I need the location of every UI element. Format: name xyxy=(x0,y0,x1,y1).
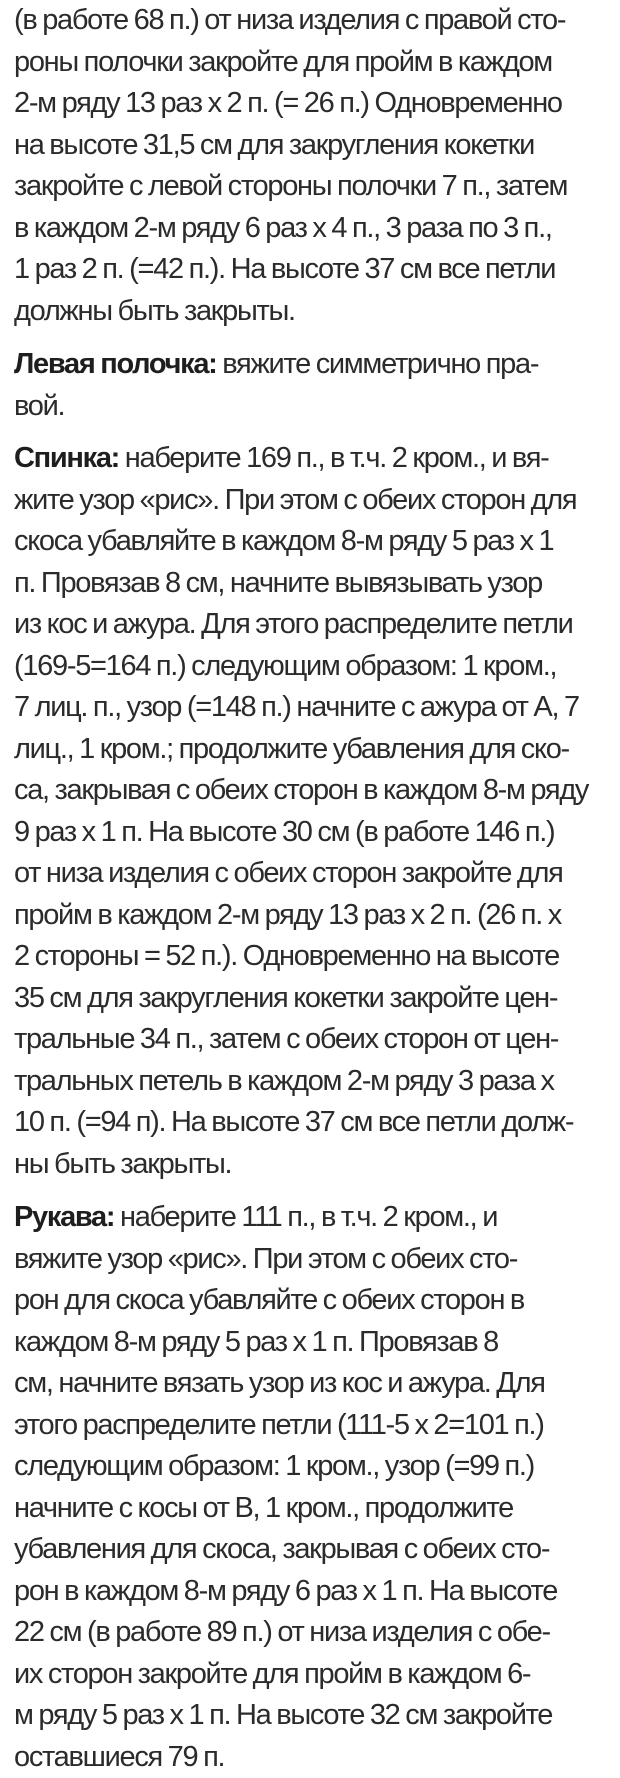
text-line: вой. xyxy=(14,386,610,428)
paragraph-gap xyxy=(14,427,610,438)
text-line: каждом 8-м ряду 5 раз x 1 п. Провязав 8 xyxy=(14,1322,610,1364)
text-line: м ряду 5 раз x 1 п. На высоте 32 см закройте xyxy=(14,1695,610,1737)
text-line: тральные 34 п., затем с обеих сторон от цен- xyxy=(14,1019,610,1061)
text-span: вяжите симметрично пра- xyxy=(217,348,539,380)
text-line xyxy=(14,1197,610,1239)
text-line: закройте с левой стороны полочки 7 п., затем xyxy=(14,166,610,208)
text-line xyxy=(14,344,610,386)
text-line: скоса убавляйте в каждом 8-м ряду 5 раз x 1 xyxy=(14,521,610,563)
text-line: убавления для скоса, закрывая с обеих сто- xyxy=(14,1529,610,1571)
text-line: из кос и ажура. Для этого распределите петли xyxy=(14,604,610,646)
text-line: вяжите узор «рис». При этом с обеих сто- xyxy=(14,1239,610,1281)
paragraph-gap xyxy=(14,1185,610,1197)
text-line: рон для скоса убавляйте с обеих сторон в xyxy=(14,1280,610,1322)
text-line: са, закрывая с обеих сторон в каждом 8-м ряду xyxy=(14,770,610,812)
text-line: рон в каждом 8-м ряду 6 раз x 1 п. На высоте xyxy=(14,1571,610,1613)
text-line: должны быть закрыты. xyxy=(14,291,610,333)
text-line: 35 см для закругления кокетки закройте цен- xyxy=(14,978,610,1020)
text-line: от низа изделия с обеих сторон закройте для xyxy=(14,853,610,895)
text-span: наберите 111 п., в т.ч. 2 кром., и xyxy=(114,1201,497,1233)
paragraph-left-front xyxy=(14,344,610,427)
section-heading-sleeves: Рукава: xyxy=(14,1201,114,1233)
text-line: этого распределите петли (111-5 x 2=101 п.) xyxy=(14,1405,610,1447)
text-line: оставшиеся 79 п. xyxy=(14,1737,610,1778)
text-line: 10 п. (=94 п). На высоте 37 см все петли долж- xyxy=(14,1102,610,1144)
text-line: их сторон закройте для пройм в каждом 6- xyxy=(14,1654,610,1696)
paragraph-right-front-continuation xyxy=(14,0,610,332)
text-line xyxy=(14,438,610,480)
text-line: 9 раз x 1 п. На высоте 30 см (в работе 146 п.) xyxy=(14,812,610,854)
paragraph-sleeves xyxy=(14,1197,610,1778)
text-line: см, начните вязать узор из кос и ажура. Для xyxy=(14,1363,610,1405)
paragraph-back xyxy=(14,438,610,1185)
text-line: лиц., 1 кром.; продолжите убавления для ско- xyxy=(14,729,610,771)
text-line: 1 раз 2 п. (=42 п.). На высоте 37 см все петли xyxy=(14,249,610,291)
text-line: роны полочки закройте для пройм в каждом xyxy=(14,42,610,84)
text-line: пройм в каждом 2-м ряду 13 раз x 2 п. (26 п. x xyxy=(14,895,610,937)
text-line: начните с косы от В, 1 кром., продолжите xyxy=(14,1488,610,1530)
text-line: 2-м ряду 13 раз x 2 п. (= 26 п.) Одновременно xyxy=(14,83,610,125)
paragraph-gap xyxy=(14,332,610,344)
section-heading-left-front: Левая полочка: xyxy=(14,348,217,380)
text-line: в каждом 2-м ряду 6 раз x 4 п., 3 раза по 3 п., xyxy=(14,208,610,250)
text-line: 2 стороны = 52 п.). Одновременно на высоте xyxy=(14,936,610,978)
text-line: 22 см (в работе 89 п.) от низа изделия с обе- xyxy=(14,1612,610,1654)
text-line: (169-5=164 п.) следующим образом: 1 кром., xyxy=(14,646,610,688)
text-line: п. Провязав 8 см, начните вывязывать узор xyxy=(14,563,610,605)
text-line: тральных петель в каждом 2-м ряду 3 раза x xyxy=(14,1061,610,1103)
text-line: жите узор «рис». При этом с обеих сторон для xyxy=(14,480,610,522)
text-span: наберите 169 п., в т.ч. 2 кром., и вя- xyxy=(119,442,548,474)
text-line: на высоте 31,5 см для закругления кокетки xyxy=(14,125,610,167)
section-heading-back: Спинка: xyxy=(14,442,119,474)
text-line: 7 лиц. п., узор (=148 п.) начните с ажура от А, 7 xyxy=(14,687,610,729)
text-line: (в работе 68 п.) от низа изделия с правой сто- xyxy=(14,0,610,42)
text-line: следующим образом: 1 кром., узор (=99 п.) xyxy=(14,1446,610,1488)
text-line: ны быть закрыты. xyxy=(14,1144,610,1186)
